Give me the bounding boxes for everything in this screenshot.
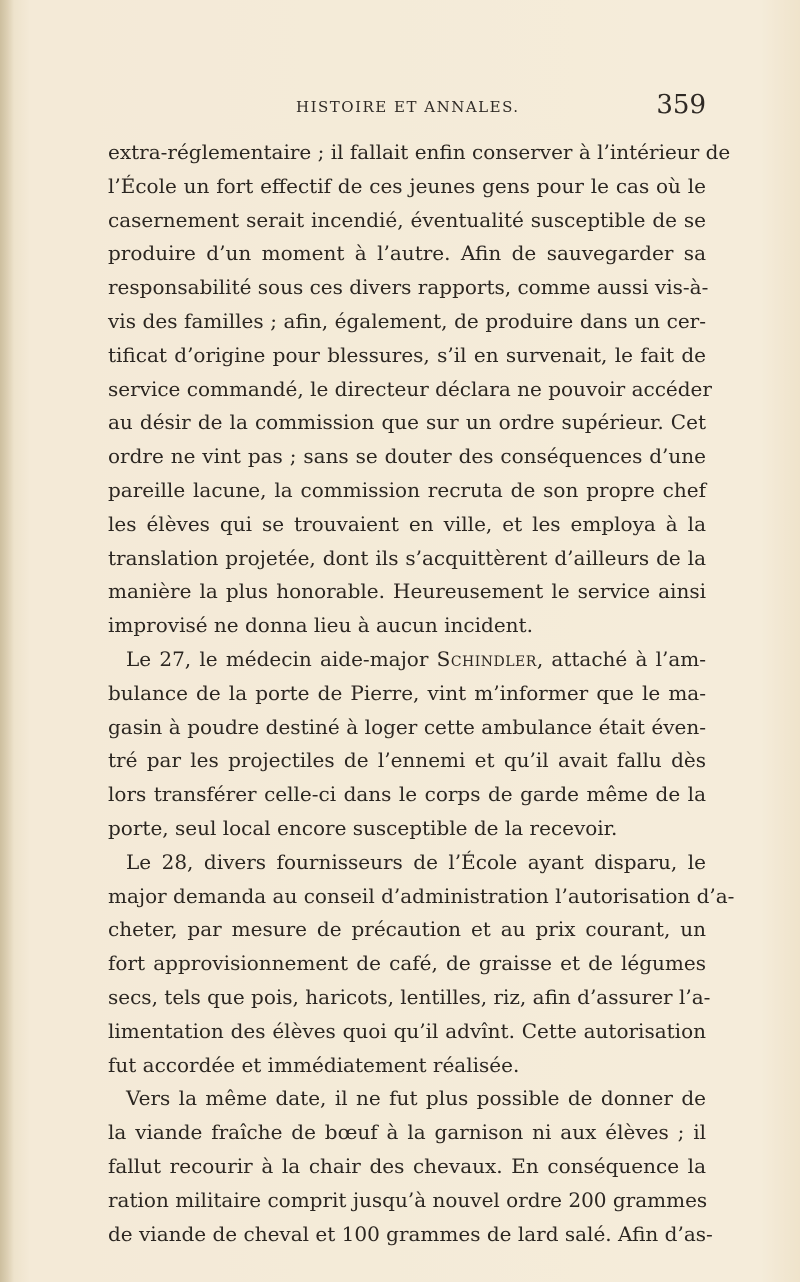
text-line: service commandé, le directeur déclara ne pouvoir accéder bbox=[108, 376, 712, 401]
text-line: tré par les projectiles de l’ennemi et qu’il avait fallu dès bbox=[108, 748, 706, 773]
text-line: ordre ne vint pas ; sans se douter des conséquences d’une bbox=[108, 444, 706, 469]
text-line: au désir de la commission que sur un ordre supérieur. Cet bbox=[108, 410, 706, 435]
text-line: bulance de la porte de Pierre, vint m’informer que le ma- bbox=[108, 680, 706, 705]
text-line: tificat d’origine pour blessures, s’il en survenait, le fait de bbox=[108, 342, 706, 367]
text-line: la viande fraîche de bœuf à la garnison ni aux élèves ; il bbox=[108, 1120, 706, 1145]
text-line: Vers la même date, il ne fut plus possible de donner de bbox=[126, 1086, 706, 1111]
text-line: porte, seul local encore susceptible de la recevoir. bbox=[108, 815, 618, 840]
text-line: l’École un fort effectif de ces jeunes gens pour le cas où le bbox=[108, 173, 706, 198]
text-line: Le 28, divers fournisseurs de l’École ayant disparu, le bbox=[126, 849, 706, 874]
text-line bbox=[108, 643, 706, 677]
text-line: translation projetée, dont ils s’acquittèrent d’ailleurs de la bbox=[108, 545, 706, 570]
text-line: lors transférer celle-ci dans le corps de garde même de la bbox=[108, 782, 706, 807]
page-header bbox=[108, 90, 706, 130]
text-line: pareille lacune, la commission recruta de son propre chef bbox=[108, 477, 706, 502]
text-fragment: Le 27, le médecin aide-major bbox=[126, 646, 429, 671]
text-line: major demanda au conseil d’administration l’autorisation d’a- bbox=[108, 883, 735, 908]
text-fragment: , attaché à l’am- bbox=[536, 646, 707, 671]
text-line: fort approvisionnement de café, de graisse et de légumes bbox=[108, 951, 706, 976]
running-head: HISTOIRE ET ANNALES. bbox=[296, 98, 520, 116]
text-line: responsabilité sous ces divers rapports, comme aussi vis-à- bbox=[108, 275, 709, 300]
text-line: de viande de cheval et 100 grammes de lard salé. Afin d’as- bbox=[108, 1221, 713, 1246]
text-line: casernement serait incendié, éventualité susceptible de se bbox=[108, 207, 706, 232]
text-line: limentation des élèves quoi qu’il advînt. Cette autorisation bbox=[108, 1018, 706, 1043]
page-gutter-shadow bbox=[0, 0, 14, 1282]
text-line: fut accordée et immédiatement réalisée. bbox=[108, 1052, 520, 1077]
text-line: fallut recourir à la chair des chevaux. En conséquence la bbox=[108, 1153, 706, 1178]
text-line: improvisé ne donna lieu à aucun incident. bbox=[108, 613, 533, 638]
text-line: manière la plus honorable. Heureusement le service ainsi bbox=[108, 579, 706, 604]
person-name: Schindler bbox=[436, 646, 537, 671]
text-line: ration militaire comprit jusqu’à nouvel ordre 200 grammes bbox=[108, 1187, 708, 1212]
text-line: secs, tels que pois, haricots, lentilles, riz, afin d’assurer l’a- bbox=[108, 984, 711, 1009]
body-text bbox=[108, 136, 735, 1251]
text-line: cheter, par mesure de précaution et au prix courant, un bbox=[108, 917, 706, 942]
text-line: vis des familles ; afin, également, de produire dans un cer- bbox=[108, 308, 706, 333]
text-line: gasin à poudre destiné à loger cette ambulance était éven- bbox=[108, 714, 706, 739]
page-number: 359 bbox=[656, 90, 706, 120]
text-line: extra-réglementaire ; il fallait enfin conserver à l’intérieur de bbox=[108, 140, 731, 164]
text-line: les élèves qui se trouvaient en ville, et les employa à la bbox=[108, 511, 706, 536]
text-line: produire d’un moment à l’autre. Afin de sauvegarder sa bbox=[108, 241, 706, 266]
